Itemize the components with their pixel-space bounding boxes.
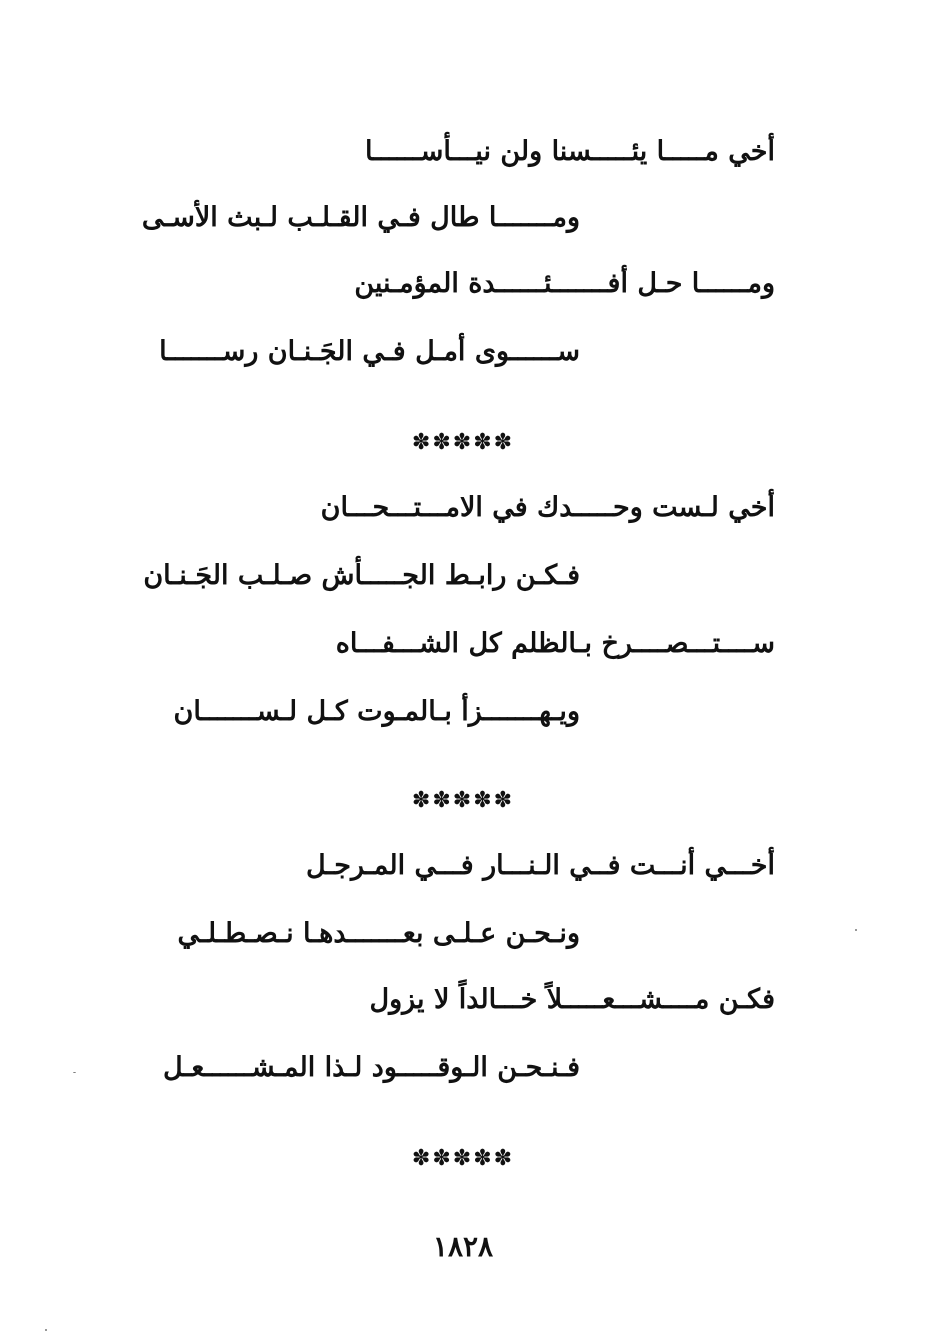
page-number: ١٨٢٨: [432, 1230, 494, 1263]
poem-line: فكـن مــــشـــعـــــلاً خـــالداً لا يزول: [369, 984, 775, 1015]
scan-speck: [45, 1329, 47, 1331]
poem-line: أخي لـست وحـــــدك في الامـــتـــحـــان: [320, 492, 775, 523]
poem-line: أخي مـــــا يئـــــسنا ولن نيـــأســــــا: [365, 136, 775, 167]
poem-line: ونـحـن عـلـى بعـــــــدهـا نـصـطـلـي: [177, 918, 580, 949]
poem-line: فـكـن رابـط الجـــــأش صـلـب الجَـنـان: [143, 560, 580, 591]
stanza-separator: ✽✽✽✽✽: [411, 1146, 515, 1171]
poem-line: ومـــــــا طال فـي القـلـب لـبث الأسـى: [141, 202, 580, 233]
poem-line: ســــــوى أمـل فـي الجَـنـان رســـــــا: [159, 336, 580, 367]
poem-line: ويـهـــــــزأ بـالمـوت كـل لـســـــــان: [173, 696, 580, 727]
poem-line: ســــتـــصــــرخ بـالظلم كل الشـــفـــاه: [335, 628, 775, 659]
scan-speck: [855, 929, 857, 931]
stanza-separator: ✽✽✽✽✽: [411, 430, 515, 455]
scan-speck: [73, 1072, 76, 1073]
poem-line: أخـــي أنـــت فــي الـنـــار فـــي المـرجـل: [305, 850, 775, 881]
poem-line: فـنـحـن الـوقـــــود لـذا المـشــــــعـل: [163, 1052, 580, 1083]
stanza-separator: ✽✽✽✽✽: [411, 788, 515, 813]
poem-line: ومــــــا حـل أفـــــــئــــــدة المؤمـنين: [354, 268, 775, 299]
